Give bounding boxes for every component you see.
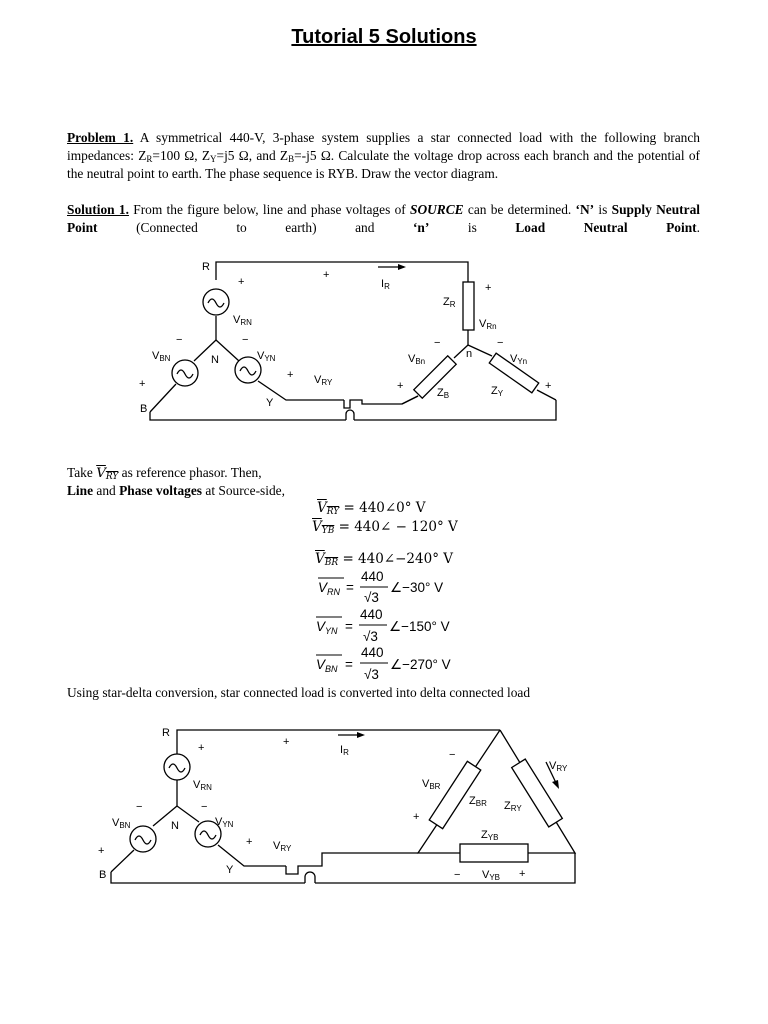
problem-text-b: =100 Ω, Z [152, 148, 211, 163]
N-quote: ‘N’ [575, 202, 595, 217]
vyn-num: 440 [360, 607, 383, 622]
zy-sub: Y [210, 154, 217, 164]
line-word: Line [67, 483, 94, 498]
equation-vry-rhs: = 440∠0° V [343, 500, 426, 516]
fig2-label-B: B [99, 869, 107, 881]
equation-vry: $V_{RY}$ = 440∠0° V [317, 500, 426, 517]
minus-1: − [176, 334, 183, 346]
zr-sub: R [146, 154, 153, 164]
solution-text-a: From the figure below, line and phase voltages of [128, 202, 411, 217]
vyn-rhs: ∠−150° V [389, 619, 450, 634]
fig2-label-VBN: VBN [112, 817, 131, 830]
solution-text-e: is [429, 220, 516, 235]
solution-text-f: . [696, 220, 700, 235]
line-phase-post: at Source-side, [202, 483, 285, 498]
equation-vyb-rhs: = 440∠ − 120° V [338, 519, 458, 535]
problem-paragraph [67, 129, 700, 183]
label-ZY: ZY [491, 385, 504, 398]
load-neutral-point: Load Neutral Point [515, 220, 697, 235]
plus-1: + [238, 276, 245, 288]
ref-phasor: $V_{RY}$ [96, 466, 119, 482]
source-word: SOURCE [410, 202, 464, 217]
fig2-label-N: N [171, 820, 179, 832]
label-VRn: VRn [479, 318, 497, 331]
plus-3: + [139, 378, 146, 390]
fig2-label-ZRY: ZRY [504, 800, 522, 813]
plus-4: + [287, 369, 294, 381]
vbn-rhs: ∠−270° V [390, 657, 451, 672]
fig2-label-VRN: VRN [193, 779, 212, 792]
circuit-figure-1 [0, 250, 768, 430]
label-VYN: VYN [257, 350, 276, 363]
solution-text-b: can be determined. [463, 202, 576, 217]
label-B: B [140, 403, 148, 415]
fig2-label-ZYB: ZYB [481, 829, 499, 842]
problem-text-c: =j5 Ω, and Z [216, 148, 289, 163]
vrn-rhs: ∠−30° V [390, 580, 444, 595]
fig2-minus-3: − [449, 749, 456, 761]
fig2-plus-4: + [246, 836, 253, 848]
vyn-lhs: $V_{YN}$ [316, 619, 338, 636]
fig2-plus-5: + [413, 811, 420, 823]
label-IR: IR [381, 278, 390, 291]
fig2-minus-1: − [136, 801, 143, 813]
problem-label: Problem 1. [67, 130, 134, 145]
label-ZB: ZB [437, 387, 450, 400]
plus-6: + [397, 380, 404, 392]
fig2-minus-2: − [201, 801, 208, 813]
svg-text:=: = [345, 657, 353, 672]
fig2-plus-2: + [283, 736, 290, 748]
problem-text-d: =-j5 Ω. Calculate the voltage drop across each branch and the potential of the neutral point to earth. The phase sequence is RYB. Draw the vector diagram. [67, 148, 700, 181]
minus-4: − [497, 337, 504, 349]
fig2-label-VRY-load: VRY [549, 760, 568, 773]
plus-2: + [323, 269, 330, 281]
vbn-num: 440 [361, 645, 384, 660]
vyn-den: √3 [363, 629, 378, 644]
fig2-label-VBR: VBR [422, 778, 441, 791]
fig2-label-ZBR: ZBR [469, 795, 487, 808]
solution-text-d: (Connected to earth) and [97, 220, 413, 235]
solution-text-c: is [594, 202, 612, 217]
vbn-lhs: $V_{BN}$ [316, 657, 338, 674]
fig2-plus-6: + [519, 868, 526, 880]
equation-vbr: $V_{BR}$ = 440∠−240° V [315, 551, 453, 568]
svg-text:=: = [345, 619, 353, 634]
plus-7: + [545, 380, 552, 392]
label-ZR: ZR [443, 296, 456, 309]
fig2-minus-4: − [454, 869, 461, 881]
zb-sub: B [288, 154, 295, 164]
supply-neutral-point: Supply Neutral Point [67, 202, 700, 235]
vrn-num: 440 [361, 569, 384, 584]
equation-vyb: $V_{YB}$ = 440∠ − 120° V [312, 519, 458, 536]
circuit-figure-2 [0, 718, 768, 893]
vrn-den: √3 [364, 590, 379, 605]
fig2-label-IR: IR [340, 744, 349, 757]
svg-text:=: = [346, 580, 354, 595]
label-VRY: VRY [314, 374, 333, 387]
label-R: R [202, 261, 210, 273]
label-Y: Y [266, 397, 274, 409]
minus-3: − [434, 337, 441, 349]
fig2-label-VYN: VYN [215, 816, 234, 829]
fig2-label-VYB: VYB [482, 869, 501, 882]
page-title: Tutorial 5 Solutions [291, 26, 477, 48]
vbn-den: √3 [364, 667, 379, 682]
phase-voltages-word: Phase voltages [119, 483, 203, 498]
conversion-text: Using star-delta conversion, star connected load is converted into delta connected load [67, 685, 531, 700]
label-VBN: VBN [152, 350, 171, 363]
equation-vbr-rhs: = 440∠−240° V [342, 551, 453, 567]
take-reference-line [67, 464, 700, 483]
fig2-label-VRY: VRY [273, 840, 292, 853]
label-VBn: VBn [408, 353, 426, 366]
plus-5: + [485, 282, 492, 294]
solution-paragraph [67, 201, 700, 237]
label-VYn: VYn [510, 353, 528, 366]
fig2-plus-3: + [98, 845, 105, 857]
label-VRN: VRN [233, 314, 252, 327]
problem-text-a: A symmetrical 440-V, 3-phase system supplies a star connected load with the following branch impedances: Z [67, 130, 701, 163]
fig2-label-Y: Y [226, 864, 234, 876]
minus-2: − [242, 334, 249, 346]
take-ref-pre: Take [67, 465, 97, 480]
vrn-lhs: $V_{RN}$ [318, 580, 341, 597]
and-word: and [93, 483, 120, 498]
solution-label: Solution 1. [67, 202, 129, 217]
n-quote: ‘n’ [412, 220, 430, 235]
fig2-plus-1: + [198, 742, 205, 754]
label-n: n [466, 348, 473, 360]
fraction-equations [0, 565, 768, 685]
line-phase-line [67, 482, 700, 500]
take-ref-post: as reference phasor. Then, [118, 465, 262, 480]
label-N: N [211, 354, 219, 366]
fig2-label-R: R [162, 727, 170, 739]
